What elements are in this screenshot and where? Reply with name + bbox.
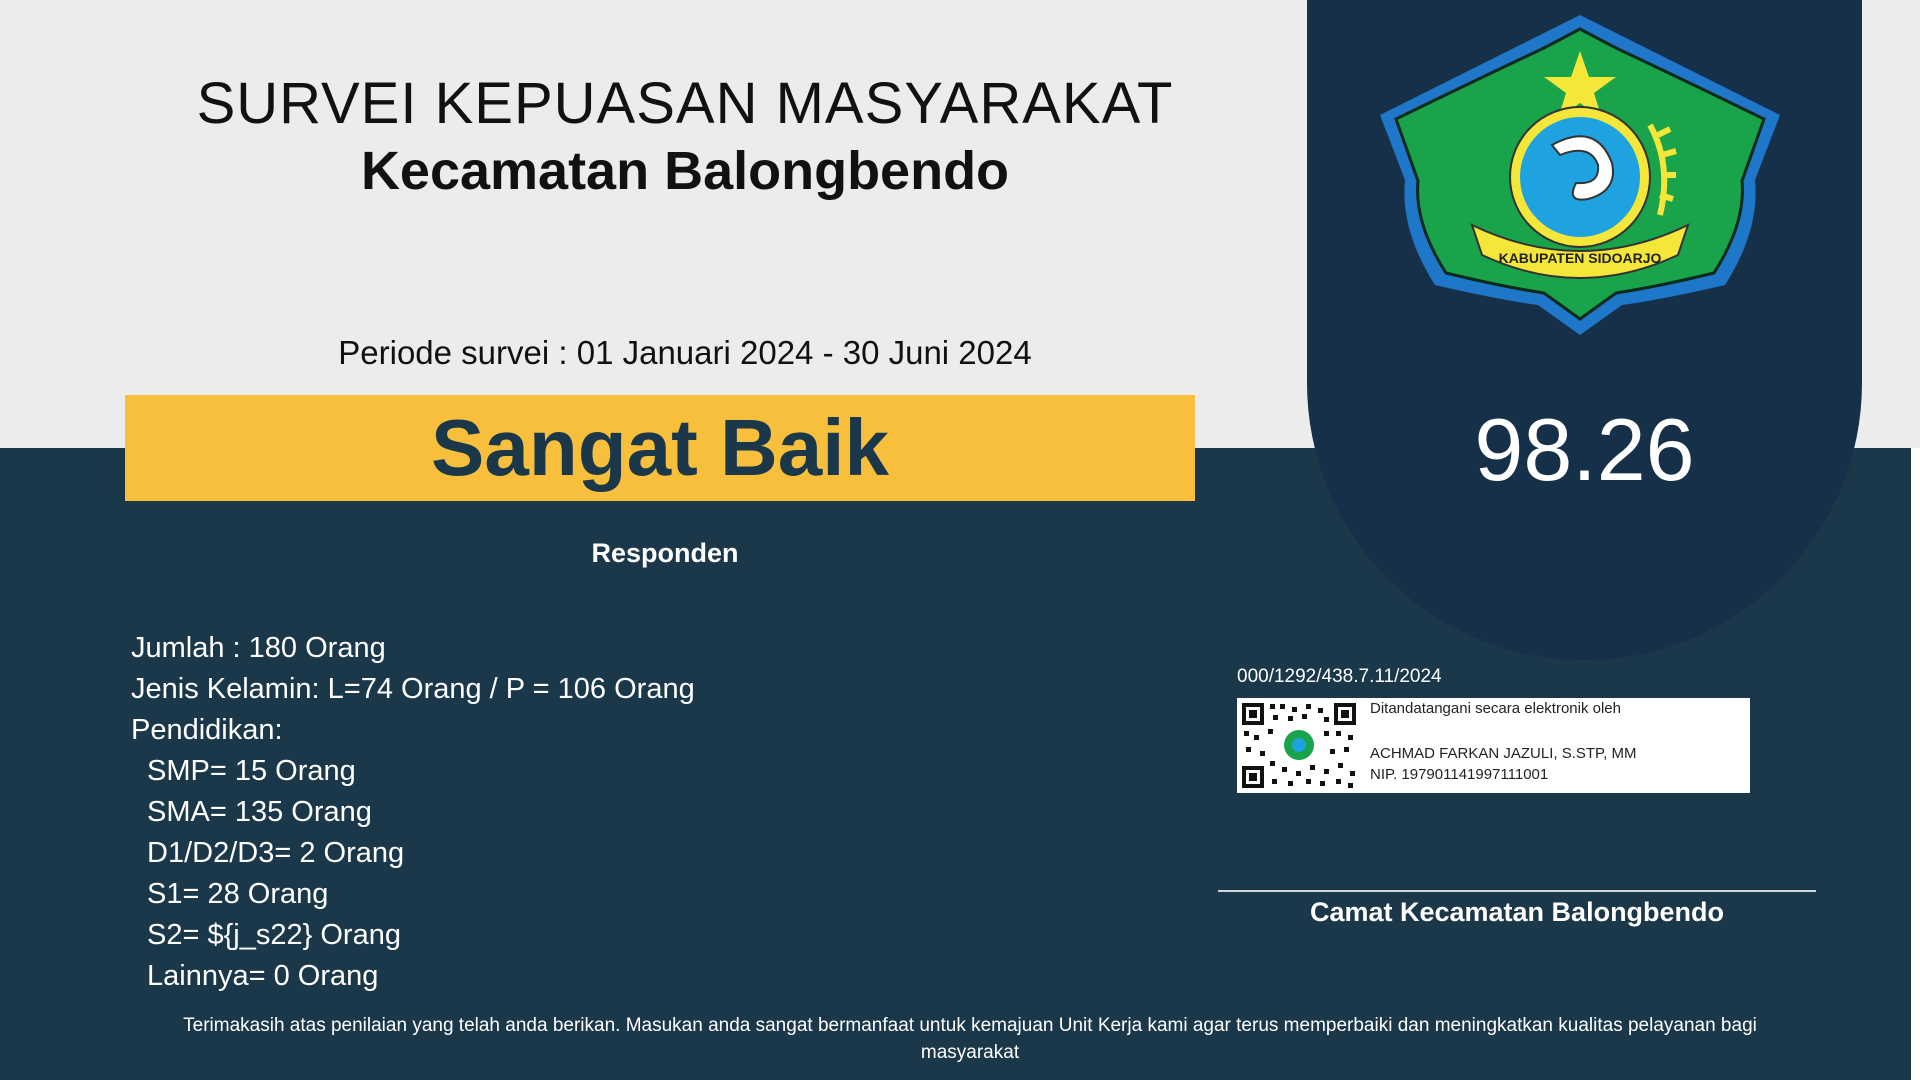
signature-line	[1218, 890, 1816, 892]
signed-by-note: Ditandatangani secara elektronik oleh	[1370, 700, 1621, 717]
stat-total: Jumlah : 180 Orang	[131, 632, 386, 664]
rating-banner	[125, 395, 1195, 501]
stat-diploma: D1/D2/D3= 2 Orang	[147, 837, 405, 869]
qr-code-icon	[1240, 701, 1358, 790]
header-background-right	[1862, 0, 1920, 448]
reference-number: 000/1292/438.7.11/2024	[1237, 666, 1442, 687]
survey-period: Periode survei : 01 Januari 2024 - 30 Juni 2024	[338, 334, 1032, 371]
footer-line-1: Terimakasih atas penilaian yang telah anda berikan. Masukan anda sangat bermanfaat untuk kemajuan Unit Kerja kami agar terus memperbaiki dan meningkatkan kualitas pelayanan bagi	[183, 1015, 1757, 1036]
respondents-title: Responden	[591, 538, 739, 568]
satisfaction-score: 98.26	[1474, 400, 1695, 499]
respondent-stats	[131, 628, 695, 997]
signature-details	[1370, 698, 1636, 785]
footer-line-2: masyarakat	[920, 1042, 1020, 1063]
district-title: Kecamatan Balongbendo	[360, 141, 1010, 201]
footer-note	[55, 1012, 1885, 1066]
survey-title: SURVEI KEPUASAN MASYARAKAT	[196, 71, 1174, 136]
stat-education-heading: Pendidikan:	[131, 714, 283, 746]
sidoarjo-emblem-icon	[1360, 15, 1800, 335]
signer-name: ACHMAD FARKAN JAZULI, S.STP, MM	[1370, 745, 1637, 762]
rating-label: Sangat Baik	[431, 403, 889, 492]
stat-other: Lainnya= 0 Orang	[147, 960, 379, 992]
stat-gender: Jenis Kelamin: L=74 Orang / P = 106 Orang	[131, 673, 695, 705]
edge-strip	[1911, 448, 1920, 1080]
signer-nip: NIP. 197901141997111001	[1370, 766, 1549, 783]
stat-s1: S1= 28 Orang	[147, 878, 329, 910]
stat-s2: S2= ${j_s22} Orang	[147, 919, 401, 951]
stat-smp: SMP= 15 Orang	[147, 755, 356, 787]
stat-sma: SMA= 135 Orang	[147, 796, 372, 828]
emblem-text: KABUPATEN SIDOARJO	[1498, 250, 1662, 266]
signer-role: Camat Kecamatan Balongbendo	[1309, 897, 1725, 927]
e-signature-box	[1237, 698, 1750, 793]
